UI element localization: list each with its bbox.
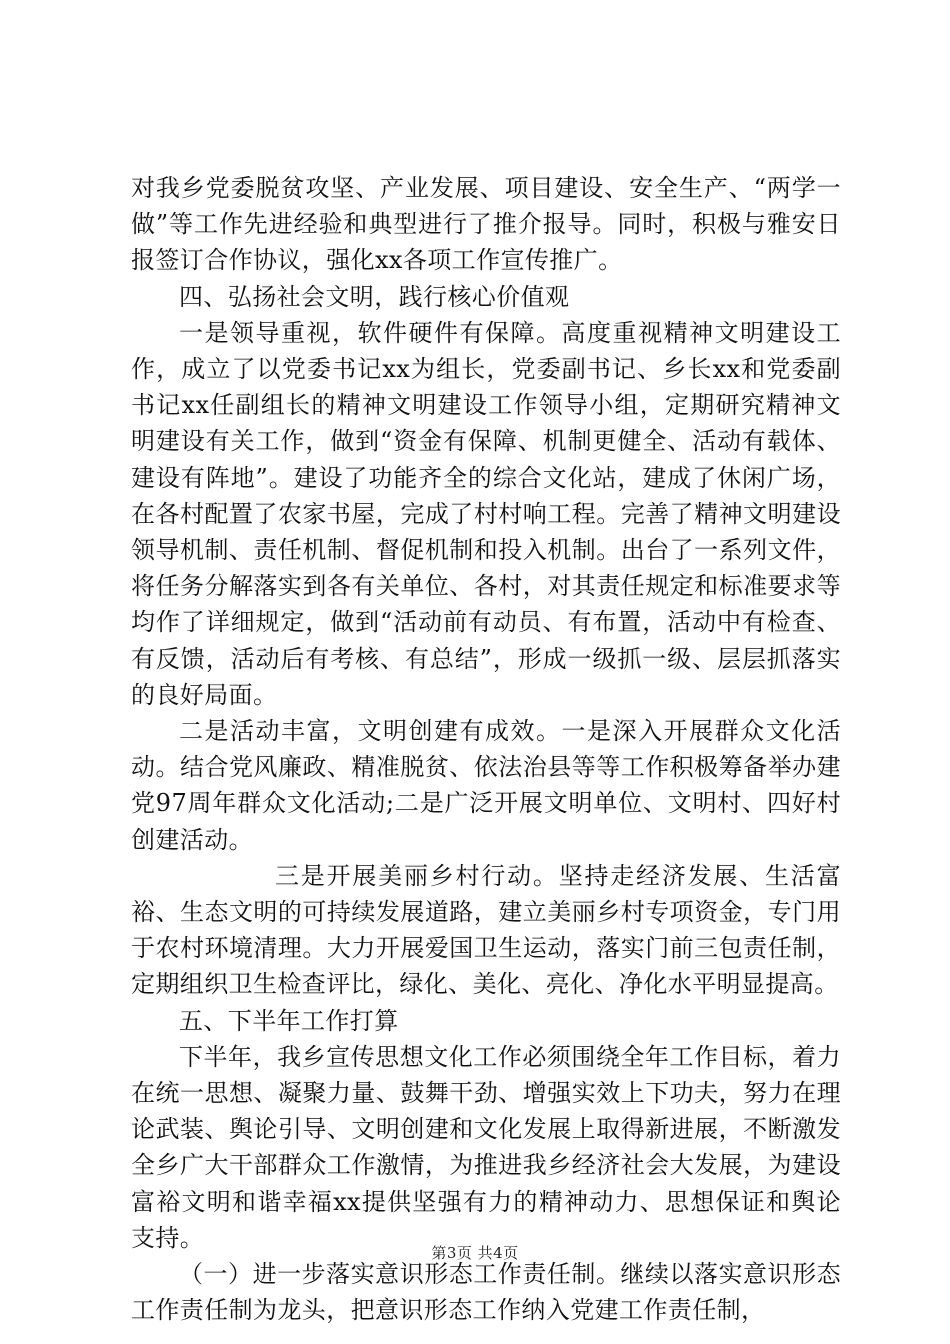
paragraph-beautiful-village: 三是开展美丽乡村行动。坚持走经济发展、生活富裕、生态文明的可持续发展道路，建立美丽乡村专项资金，专门用于农村环境清理。大力开展爱国卫生运动，落实门前三包责任制，定期组织卫生检查评比，绿化、美化、亮化、净化水平明显提高。 [131,861,841,999]
document-body [131,170,841,1329]
paragraph-leadership: 一是领导重视，软件硬件有保障。高度重视精神文明建设工作，成立了以党委书记xx为组长，党委副书记、乡长xx和党委副书记xx任副组长的精神文明建设工作领导小组，定期研究精神文明建设有关工作，做到“资金有保障、机制更健全、活动有载体、建设有阵地”。建设了功能齐全的综合文化站，建成了休闲广场，在各村配置了农家书屋，完成了村村响工程。完善了精神文明建设领导机制、责任机制、督促机制和投入机制。出台了一系列文件，将任务分解落实到各有关单位、各村，对其责任规定和标准要求等均作了详细规定，做到“活动前有动员、有布置，活动中有检查、有反馈，活动后有考核、有总结”，形成一级抓一级、层层抓落实的良好局面。 [131,318,841,709]
paragraph-activities: 二是活动丰富，文明创建有成效。一是深入开展群众文化活动。结合党风廉政、精准脱贫、依法治县等等工作积极筹备举办建党97周年群众文化活动;二是广泛开展文明单位、文明村、四好村创建活动。 [131,717,841,854]
section-heading-five: 五、下半年工作打算 [179,1006,399,1035]
paragraph-ideology-responsibility: （一）进一步落实意识形态工作责任制。继续以落实意识形态工作责任制为龙头，把意识形态工作纳入党建工作责任制， [131,1260,841,1325]
paragraph-continuation: 对我乡党委脱贫攻坚、产业发展、项目建设、安全生产、“两学一做”等工作先进经验和典型进行了推介报导。同时，积极与雅安日报签订合作协议，强化xx各项工作宣传推广。 [131,174,841,275]
page-number-footer: 第3页 共4页 [431,1244,519,1262]
section-heading-four: 四、弘扬社会文明，践行核心价值观 [179,282,570,311]
paragraph-second-half-plan: 下半年，我乡宣传思想文化工作必须围绕全年工作目标，着力在统一思想、凝聚力量、鼓舞干劲、增强实效上下功夫，努力在理论武装、舆论引导、文明创建和文化发展上取得新进展，不断激发全乡广大干部群众工作激情，为推进我乡经济社会大发展，为建设富裕文明和谐幸福xx提供坚强有力的精神动力、思想保证和舆论支持。 [131,1042,841,1252]
